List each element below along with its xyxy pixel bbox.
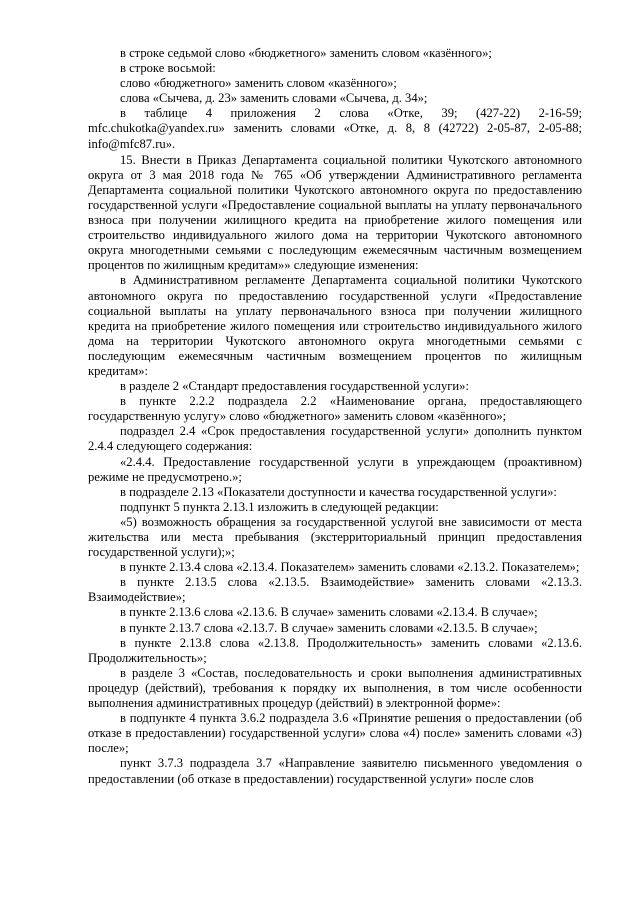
paragraph-11: «2.4.4. Предоставление государственной услуги в упреждающем (проактивном) режиме не предусмотрено.»;	[88, 454, 582, 484]
paragraph-18: в пункте 2.13.7 слова «2.13.7. В случае» заменить словами «2.13.5. В случае»;	[120, 620, 538, 635]
paragraph-3: слово «бюджетного» заменить словом «казённого»;	[120, 76, 397, 91]
paragraph-12: в подразделе 2.13 «Показатели доступности и качества государственной услуги»:	[120, 484, 557, 499]
paragraph-10: подраздел 2.4 «Срок предоставления государственной услуги» дополнить пунктом 2.4.4 следующего содержания:	[88, 424, 582, 454]
paragraph-5: в таблице 4 приложения 2 слова «Отке, 39; (427-22) 2-16-59; mfc.chukotka@yandex.ru» заменить словами «Отке, д. 8, 8 (42722) 2-05-87, 2-05-88; info@mfc87.ru».	[88, 106, 582, 151]
paragraph-8: в разделе 2 «Стандарт предоставления государственной услуги»:	[120, 379, 469, 394]
paragraph-2: в строке восьмой:	[120, 61, 216, 76]
paragraph-9: в пункте 2.2.2 подраздела 2.2 «Наименование органа, предоставляющего государственную услугу» слово «бюджетного» заменить словом «казённого»;	[88, 394, 582, 424]
paragraph-21: в подпункте 4 пункта 3.6.2 подраздела 3.6 «Принятие решения о предоставлении (об отказе в предоставлении) государственной услуги» слова «4) после» заменить словами «3) после»;	[88, 711, 582, 756]
paragraph-20: в разделе 3 «Состав, последовательность и сроки выполнения административных процедур (действий), требования к порядку их выполнения, в том числе особенности выполнения административных процедур (действий) в электронной форме»:	[88, 665, 582, 711]
paragraph-13: подпункт 5 пункта 2.13.1 изложить в следующей редакции:	[120, 499, 439, 514]
paragraph-1: в строке седьмой слово «бюджетного» заменить словом «казённого»;	[120, 46, 492, 60]
paragraph-19: в пункте 2.13.8 слова «2.13.8. Продолжительность» заменить словами «2.13.6. Продолжительность»;	[88, 635, 582, 665]
paragraph-15: в пункте 2.13.4 слова «2.13.4. Показателем» заменить словами «2.13.2. Показателем»;	[120, 560, 580, 575]
paragraph-14: «5) возможность обращения за государственной услугой вне зависимости от места жительства или места пребывания (экстерриториальный принцип предоставления государственной услуги);»;	[88, 514, 582, 560]
paragraph-4: слова «Сычева, д. 23» заменить словами «Сычева, д. 34»;	[120, 91, 428, 106]
paragraph-17: в пункте 2.13.6 слова «2.13.6. В случае» заменить словами «2.13.4. В случае»;	[120, 605, 538, 620]
paragraph-22: пункт 3.7.3 подраздела 3.7 «Направление заявителю письменного уведомления о предоставлении (об отказе в предоставлении) государственной услуги» после слов	[88, 756, 582, 786]
paragraph-7: в Административном регламенте Департамента социальной политики Чукотского автономного округа по предоставлению государственной услуги «Предоставление социальной выплаты на уплату первоначального взноса при получении жилищного кредита на приобретение жилого помещения или строительство индивидуального жилого дома на территории Чукотского автономного округа многодетными семьями с последующим ежемесячным частичным возмещением процентов по жилищным кредитам»:	[88, 273, 582, 378]
paragraph-6: 15. Внести в Приказ Департамента социальной политики Чукотского автономного округа от 3 мая 2018 года № 765 «Об утверждении Административного регламента Департамента социальной политики Чукотского автономного округа по предоставлению государственной услуги «Предоставление социальной выплаты на уплату первоначального взноса при получении жилищного кредита на приобретение жилого помещения или строительство индивидуального жилого дома на территории Чукотского автономного округа многодетными семьями с последующим ежемесячным частичным возмещением процентов по жилищным кредитам»» следующие изменения:	[88, 152, 582, 273]
paragraph-16: в пункте 2.13.5 слова «2.13.5. Взаимодействие» заменить словами «2.13.3. Взаимодействие»;	[88, 575, 582, 605]
